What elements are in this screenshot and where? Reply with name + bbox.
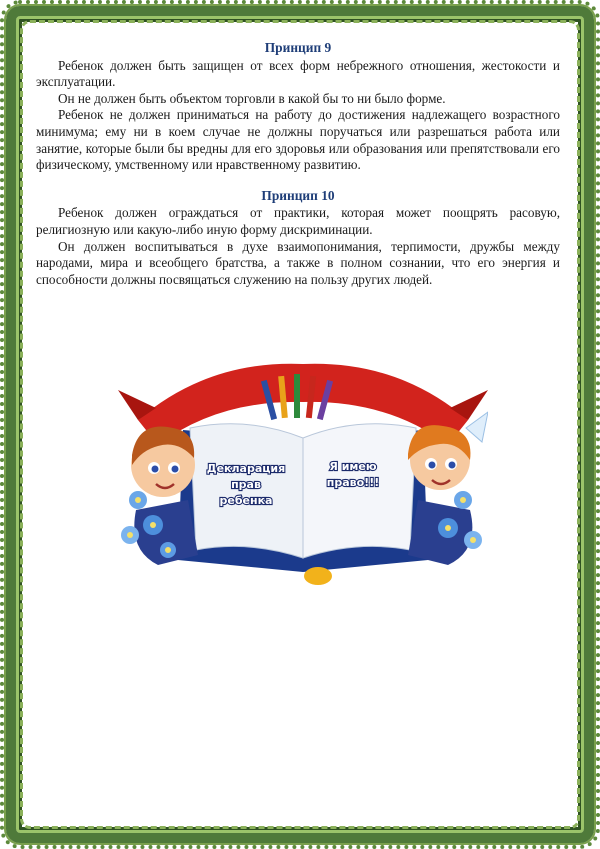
book-left-line-1: Декларация	[206, 462, 286, 475]
book-left-line-2: прав	[231, 478, 261, 491]
principle-9-heading: Принцип 9	[264, 40, 332, 55]
principle-9-paragraph-2: Он не должен быть объектом торговли в какой бы то ни было форме.	[58, 90, 446, 106]
document-body	[36, 40, 560, 288]
book-right-line-2: право!!!	[326, 476, 380, 489]
principle-9-paragraph-3: Ребенок не должен приниматься на работу до достижения надлежащего возрастного минимума; ему ни в коем случае не должны поручаться или разрешаться работа или занятие, которые были бы вредны для его здоровья или образования или препятствовали его физическому, умственному или нравственному развитию.	[36, 107, 560, 173]
principle-9-paragraph-1: Ребенок должен быть защищен от всех форм небрежного отношения, жестокости и эксплуатации.	[36, 57, 560, 90]
principle-10-paragraph-1: Ребенок должен ограждаться от практики, которая может поощрять расовую, религиозную или какую-либо иную форму дискриминации.	[36, 205, 560, 237]
book-left-line-3: ребенка	[219, 494, 273, 507]
children-book-illustration	[118, 350, 488, 590]
principle-10-paragraph-2: Он должен воспитываться в духе взаимопонимания, терпимости, дружбы между народами, мира и всеобщего братства, а также в полном сознании, что его энергия и способности должны посвящаться служению на пользу других людей.	[36, 238, 560, 287]
principle-10-heading: Принцип 10	[261, 187, 335, 203]
open-book	[178, 424, 428, 572]
book-right-line-1: Я имею	[329, 460, 377, 473]
autumn-leaf-icon	[304, 567, 332, 585]
